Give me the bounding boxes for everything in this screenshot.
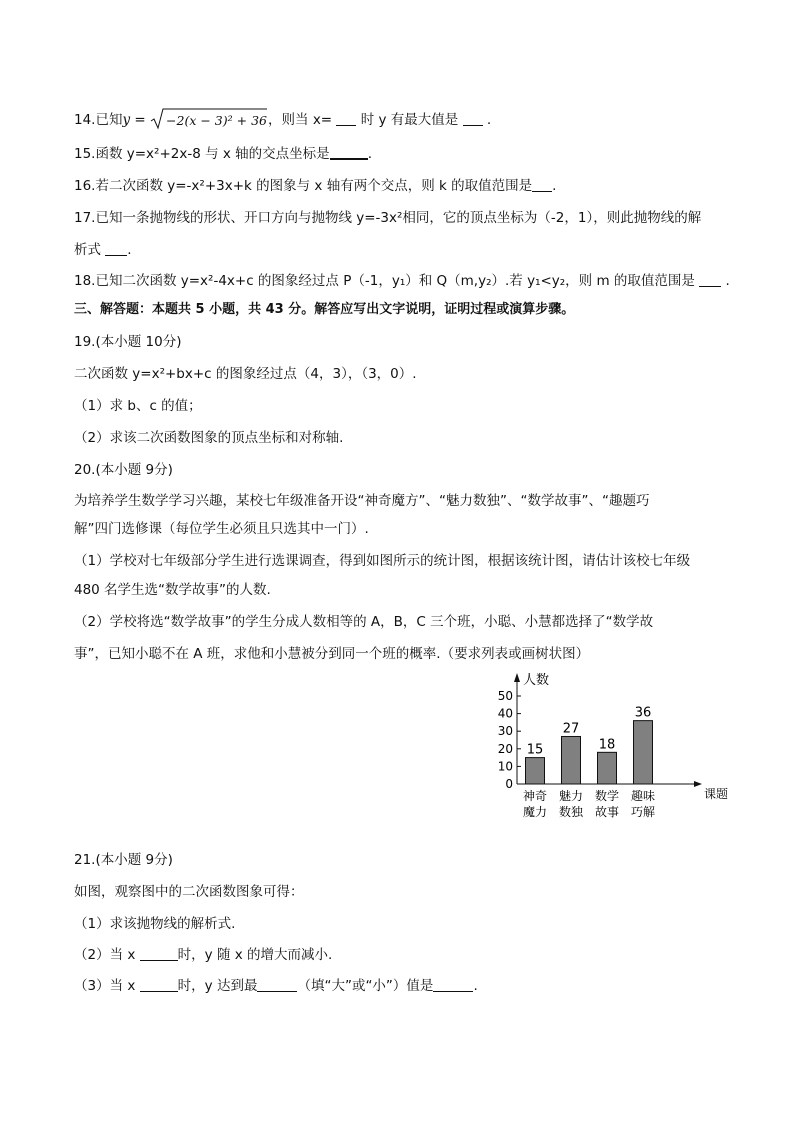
question-14 bbox=[74, 108, 491, 136]
q21-p3-b: 时，y 达到最 bbox=[177, 978, 258, 994]
sqrt-expression bbox=[150, 108, 268, 136]
x-axis-label: 课题 bbox=[704, 787, 729, 801]
bar bbox=[526, 758, 545, 784]
q17-line1: 17.已知一条抛物线的形状、开口方向与抛物线 y=-3x²相同，它的顶点坐标为（-2，1），则此抛物线的解 bbox=[74, 210, 702, 226]
q21-p3-d: . bbox=[473, 978, 478, 994]
q18-blank[interactable] bbox=[699, 272, 721, 287]
category-label: 魅力 bbox=[558, 789, 584, 803]
q20-part-1a: （1）学校对七年级部分学生进行选课调查，得到如图所示的统计图，根据该统计图，请估计该校七年级 bbox=[74, 553, 691, 569]
q17-blank[interactable] bbox=[105, 241, 127, 256]
bar bbox=[598, 752, 617, 784]
q21-p2-b: 时，y 随 x 的增大而减小. bbox=[177, 947, 333, 963]
bar-chart-svg bbox=[470, 668, 740, 828]
q21-p3-blank-1[interactable] bbox=[140, 977, 178, 992]
category-label: 巧解 bbox=[630, 805, 656, 819]
y-tick-label: 30 bbox=[497, 724, 513, 739]
category-label: 故事 bbox=[594, 805, 620, 819]
q21-p3-blank-2[interactable] bbox=[257, 977, 297, 992]
q17-line2: 析式 bbox=[74, 242, 106, 258]
q21-p2-blank[interactable] bbox=[140, 946, 178, 961]
y-tick-label: 20 bbox=[497, 741, 513, 756]
q21-p3-a: （3）当 x bbox=[74, 978, 140, 994]
q19-header: 19.(本小题 10分) bbox=[74, 334, 182, 350]
category-label: 数独 bbox=[558, 805, 584, 819]
q19-part-1: （1）求 b、c 的值； bbox=[74, 398, 202, 414]
q21-part-3 bbox=[74, 976, 478, 996]
q16-end: . bbox=[552, 178, 557, 194]
q15-end: . bbox=[367, 146, 372, 162]
q21-p3-c: （填“大”或“小”）值是 bbox=[297, 978, 434, 994]
question-18 bbox=[74, 271, 730, 291]
bar-value-label: 15 bbox=[526, 742, 544, 758]
q19-stem: 二次函数 y=x²+bx+c 的图象经过点（4，3），（3，0）. bbox=[74, 366, 417, 382]
y-tick-label: 0 bbox=[505, 777, 513, 791]
q21-p3-blank-3[interactable] bbox=[433, 977, 473, 992]
course-bar-chart bbox=[470, 668, 740, 828]
q20-stem-2: 解”四门选修课（每位学生必须且只选其中一门）. bbox=[74, 521, 369, 537]
q18-text: 18.已知二次函数 y=x²-4x+c 的图象经过点 P（-1，y₁）和 Q（m,y₂）.若 y₁<y₂，则 m 的取值范围是 bbox=[74, 273, 700, 289]
bar-value-label: 36 bbox=[634, 705, 652, 721]
q20-part-1b: 480 名学生选“数学故事”的人数. bbox=[74, 582, 271, 598]
q16-text: 16.若二次函数 y=-x²+3x+k 的图象与 x 轴有两个交点，则 k 的取值范围是 bbox=[74, 178, 533, 194]
category-label: 魔力 bbox=[522, 805, 548, 819]
question-17-line-1 bbox=[74, 208, 701, 228]
bar bbox=[634, 721, 653, 784]
q14-radicand: −2(x − 3)² + 36 bbox=[166, 113, 267, 128]
q21-part-1: （1）求该抛物线的解析式. bbox=[74, 916, 236, 932]
section-3-heading: 三、解答题：本题共 5 小题，共 43 分。解答应写出文字说明，证明过程或演算步骤。 bbox=[74, 302, 575, 317]
y-axis-label: 人数 bbox=[523, 673, 550, 688]
q20-part-2a: （2）学校将选“数学故事”的学生分成人数相等的 A，B，C 三个班，小聪、小慧都选择了“数学故 bbox=[74, 614, 654, 630]
q14-blank-2[interactable] bbox=[463, 111, 483, 126]
y-tick-label: 50 bbox=[497, 689, 513, 703]
q14-mid: ，则当 x= bbox=[268, 112, 337, 128]
q14-y: y bbox=[122, 112, 131, 128]
q14-mid2: 时 y 有最大值是 bbox=[356, 112, 463, 128]
y-axis-arrow-icon bbox=[514, 673, 520, 682]
q14-end: . bbox=[482, 112, 492, 128]
question-17-line-2 bbox=[74, 240, 132, 260]
q20-stem-1: 为培养学生数学学习兴趣，某校七年级准备开设“神奇魔方”、“魅力数独”、“数学故事”、“趣题巧 bbox=[74, 493, 650, 509]
q20-header: 20.(本小题 9分) bbox=[74, 462, 173, 478]
q14-prefix: 14.已知 bbox=[74, 112, 123, 128]
q16-blank[interactable] bbox=[532, 177, 552, 192]
question-15 bbox=[74, 144, 372, 164]
q21-header: 21.(本小题 9分) bbox=[74, 852, 173, 868]
bar-value-label: 18 bbox=[598, 737, 616, 753]
y-tick-label: 40 bbox=[497, 706, 513, 721]
q21-stem: 如图，观察图中的二次函数图象可得： bbox=[74, 884, 304, 900]
q14-blank-1[interactable] bbox=[336, 111, 356, 126]
q21-part-2 bbox=[74, 945, 332, 965]
bar bbox=[562, 736, 581, 784]
q21-p2-a: （2）当 x bbox=[74, 947, 140, 963]
question-16 bbox=[74, 176, 556, 196]
category-label: 趣味 bbox=[630, 789, 656, 803]
x-axis-arrow-icon bbox=[694, 781, 702, 787]
bar-value-label: 27 bbox=[562, 721, 580, 737]
q15-blank[interactable] bbox=[330, 144, 368, 160]
y-tick-label: 10 bbox=[497, 759, 513, 774]
q14-eq: = bbox=[130, 112, 151, 128]
q19-part-2: （2）求该二次函数图象的顶点坐标和对称轴. bbox=[74, 430, 344, 446]
q17-end: . bbox=[127, 242, 132, 258]
q20-part-2b: 事”，已知小聪不在 A 班，求他和小慧被分到同一个班的概率.（要求列表或画树状图） bbox=[74, 646, 590, 662]
category-label: 数学 bbox=[594, 789, 620, 803]
category-label: 神奇 bbox=[522, 789, 548, 803]
q15-text: 15.函数 y=x²+2x-8 与 x 轴的交点坐标是 bbox=[74, 146, 330, 162]
q18-end: . bbox=[721, 273, 730, 289]
